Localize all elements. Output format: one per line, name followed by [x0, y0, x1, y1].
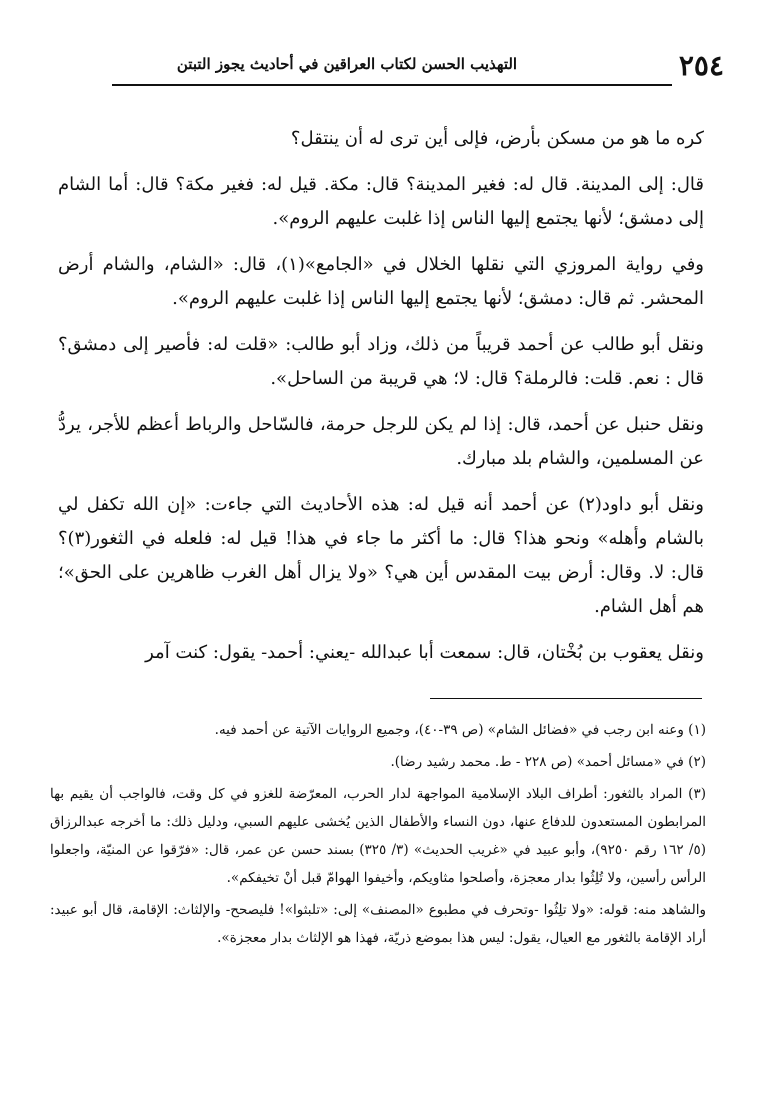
- paragraph: كره ما هو من مسكن بأرض، فإلى أين ترى له أن ينتقل؟: [290, 128, 704, 149]
- footnote: (٣) المراد بالثغور: أطراف البلاد الإسلامية المواجهة لدار الحرب، المعرّضة للغزو في كل وقت، فالواجب أن يقيم بها المرابطون المستعدون للدفاع عنها، دون النساء والأطفال الذين يُخشى عليهم السبي، ودليل ذلك: ما أخرجه عبدالرزاق (٥/ ١٦٢ رقم ٩٢٥٠)، وأبو عبيد في «غريب الحديث» (٣/ ٣٢٥) بسند حسن عن عمر، قال: «فرّقوا عن المنيّة، واجعلوا الرأس رأسين، ولا تُلِثُوا بدار معجزة، وأصلحوا مثاويكم، وأخيفوا الهوامّ قبل أنْ تخيفكم».: [50, 786, 707, 886]
- footnote-separator: [430, 698, 702, 699]
- paragraph: قال: إلى المدينة. قال له: فغير المدينة؟ قال: مكة. قيل له: فغير مكة؟ قال: أما الشام إلى دمشق؛ لأنها يجتمع إليها الناس إذا غلبت عليهم الروم».: [58, 174, 704, 229]
- paragraph: ونقل يعقوب بن بُخْتان، قال: سمعت أبا عبدالله -يعني: أحمد- يقول: كنت آمر: [145, 642, 704, 663]
- paragraph: ونقل أبو داود(٢) عن أحمد أنه قيل له: هذه الأحاديث التي جاءت: «إن الله تكفل لي بالشام وأهله» ونحو هذا؟ قال: ما أكثر ما جاء في هذا! قيل له: فلعله في الثغور(٣)؟ قال: لا. وقال: أرض بيت المقدس أين هي؟ «ولا يزال أهل الغرب ظاهرين على الحق»؛ هم أهل الشام.: [58, 494, 704, 617]
- footnote: (١) وعنه ابن رجب في «فضائل الشام» (ص ٣٩-٤٠)، وجميع الروايات الآتية عن أحمد فيه.: [214, 722, 706, 738]
- running-title: التهذيب الحسن لكتاب العراقين في أحاديث يجوز التبتن: [176, 55, 518, 73]
- main-text: [58, 122, 704, 682]
- footnote: (٢) في «مسائل أحمد» (ص ٢٢٨ - ط. محمد رشيد رضا).: [390, 754, 706, 770]
- header-rule: [112, 84, 672, 86]
- page-header: [112, 49, 724, 84]
- page-number: ٢٥٤: [678, 49, 724, 82]
- footnotes: [50, 716, 706, 956]
- paragraph: ونقل حنبل عن أحمد، قال: إذا لم يكن للرجل حرمة، فالسّاحل والرباط أعظم للأجر، يردُّ عن المسلمين، والشام بلد مبارك.: [58, 414, 704, 469]
- footnote: والشاهد منه: قوله: «ولا تلِثُوا -وتحرف في مطبوع «المصنف» إلى: «تلبثوا»! فليصحح- والإلثاث: الإقامة، قال أبو عبيد: أراد الإقامة بالثغور مع العيال، يقول: ليس هذا بموضع ذريّة، فهذا هو الإلثاث بدار معجزة».: [50, 902, 706, 946]
- paragraph: ونقل أبو طالب عن أحمد قريباً من ذلك، وزاد أبو طالب: «قلت له: فأصير إلى دمشق؟ قال : نعم. قلت: فالرملة؟ قال: لا؛ هي قريبة من الساحل».: [58, 334, 704, 389]
- paragraph: وفي رواية المروزي التي نقلها الخلال في «الجامع»(١)، قال: «الشام، والشام أرض المحشر. ثم قال: دمشق؛ لأنها يجتمع إليها الناس إذا غلبت عليهم الروم».: [58, 254, 704, 309]
